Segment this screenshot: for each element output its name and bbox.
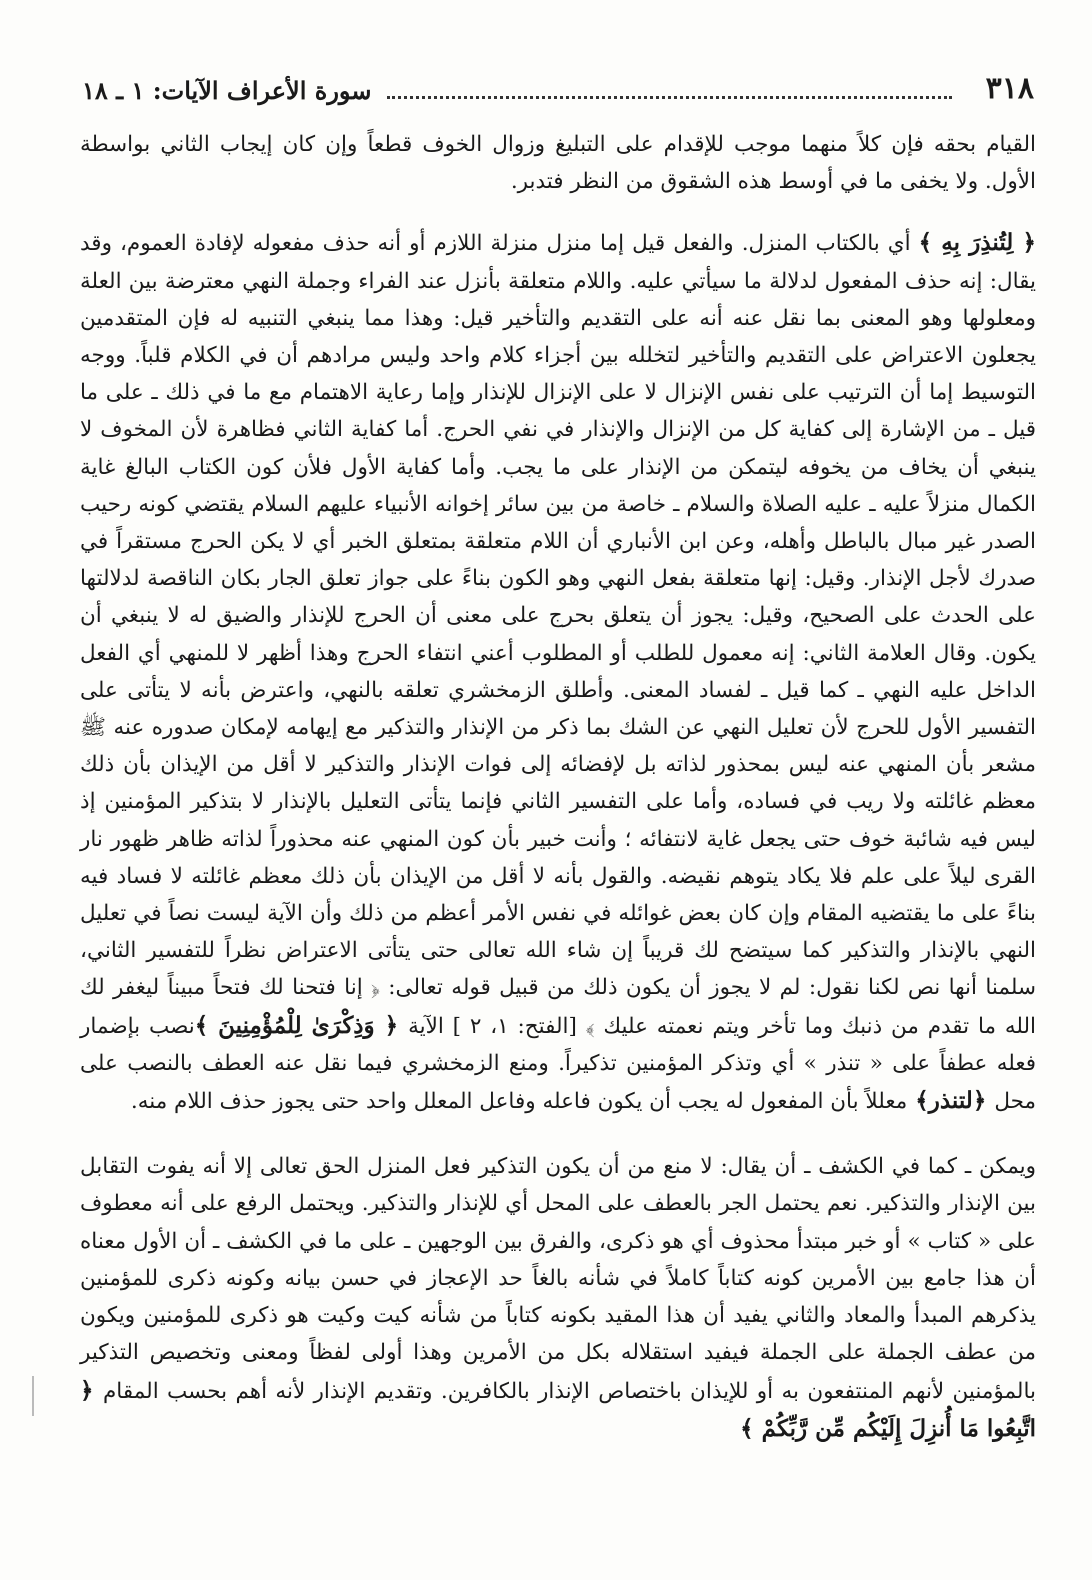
scan-margin-mark: [32, 1376, 34, 1416]
paragraph-2-text-c: معللاً بأن المفعول له يجب أن يكون فاعله وفاعل المعلل واحد حتى يجوز حذف اللام منه.: [130, 1089, 908, 1115]
header-leader-dots: [387, 86, 952, 99]
page-number: ٣١٨: [985, 71, 1034, 106]
paragraph-2: [80, 224, 1036, 1120]
quran-quote: ﴿ وَذِكْرَىٰ لِلْمُؤْمِنِينَ ﴾: [194, 1011, 409, 1039]
paragraph-1: [80, 126, 1036, 200]
running-title: سورة الأعراف الآيات: ١ ـ ١٨: [82, 76, 372, 105]
paragraph-2-text: أي بالكتاب المنزل. والفعل قيل إما منزل منزلة اللازم أو أنه حذف مفعوله لإفادة العموم، وقد يقال: إنه حذف المفعول لدلالة ما سيأتي عليه. واللام متعلقة بأنزل عند الفراء وجملة النهي معترضة بين العلة ومعلولها وهو المعنى بما نقل عنه أنه على التقديم والتأخير قيل: وهذا مما ينبغي التنبيه له فإن المتقدمين يجعلون الاعتراض على التقديم والتأخير لتخلله بين أجزاء كلام واحد وليس مرادهم أن في الكلام قلباً. ووجه التوسيط إما أن الترتيب على نفس الإنزال لا على الإنزال للإنذار وإما رعاية الاهتمام مع ما في ذلك ـ على ما قيل ـ من الإشارة إلى كفاية كل من الإنزال والإنذار في نفي الحرج. أما كفاية الثاني فظاهرة لأن المخوف لا ينبغي أن يخاف من يخوفه ليتمكن من الإنذار على ما يجب. وأما كفاية الأول فلأن كون الكتاب البالغ غاية الكمال منزلاً عليه ـ عليه الصلاة والسلام ـ خاصة من بين سائر إخوانه الأنبياء عليهم السلام يقتضي كونه رحيب الصدر غير مبال بالباطل وأهله، وعن ابن الأنباري أن اللام متعلقة بمتعلق الخبر أي لا يكن الحرج مستقراً في صدرك لأجل الإنذار. وقيل: إنها متعلقة بفعل النهي وهو الكون بناءً على جواز تعلق الجار بكان الناقصة لدلالتها على الحدث على الصحيح، وقيل: يجوز أن يتعلق بحرج على معنى أن الحرج للإنذار والضيق له لا ينبغي أن يكون. وقال العلامة الثاني: إنه معمول للطلب أو المطلوب أعني انتفاء الحرج وهذا أظهر لا للمنهي أي الفعل الداخل عليه النهي ـ كما قيل ـ لفساد المعنى. وأطلق الزمخشري تعلقه بالنهي، واعترض بأنه لا يتأتى على التفسير الأول للحرج لأن تعليل النهي عن الشك بما ذكر من الإنذار والتذكير مع إيهامه لإمكان صدوره عنه ﷺ مشعر بأن المنهي عنه ليس بمحذور لذاته بل لإفضائه إلى فوات الإنذار والتذكير لا أقل من الإيذان بأن ذلك معظم غائلته ولا ريب في فساده، وأما على التفسير الثاني فإنما يتأتى التعليل بالإنذار لا بتذكير المؤمنين إذ ليس فيه شائبة خوف حتى يجعل غاية لانتفائه ؛ وأنت خبير بأن كون المنهي عنه محذوراً لذاته ظاهر ظهور نار القرى ليلاً على علم فلا يكاد يتوهم نقيضه. والقول بأنه لا أقل من الإيذان بأن ذلك معظم غائلته لا فساد فيه بناءً على ما يقتضيه المقام وإن كان بعض غوائله في نفس الأمر أعظم من ذلك وأن الآية ليست نصاً في تعليل النهي بالإنذار والتذكير كما سيتضح لك قريباً إن شاء الله تعالى حتى يتأتى الاعتراض نظراً للتفسير الثاني، سلمنا أنها نص لكنا نقول: لم لا يجوز أن يكون ذلك من قبيل قوله تعالى: ﴿ إنا فتحنا لك فتحاً مبيناً ليغفر لك الله ما تقدم من ذنبك وما تأخر ويتم نعمته عليك ﴾ [الفتح: ١، ٢ ] الآية: [80, 231, 1036, 1039]
paragraph-3-text: ويمكن ـ كما في الكشف ـ أن يقال: لا منع من أن يكون التذكير فعل المنزل الحق تعالى إلا أنه يفوت التقابل بين الإنذار والتذكير. نعم يحتمل الجر بالعطف على المحل أي للإنذار والتذكير. ويحتمل الرفع على أنه معطوف على « كتاب » أو خبر مبتدأ محذوف أي هو ذكرى، والفرق بين الوجهين ـ على ما في الكشف ـ أن الأول معناه أن هذا جامع بين الأمرين كونه كتاباً كاملاً في شأنه بالغاً حد الإعجاز في حسن بيانه وكونه ذكرى للمؤمنين يذكرهم المبدأ والمعاد والثاني يفيد أن هذا المقيد بكونه كتاباً من شأنه كيت وكيت هو ذكرى للمؤمنين ويكون من عطف الجملة على الجملة فيفيد استقلاله بكل من الأمرين وهذا أولى لفظاً ومعنى وتخصيص التذكير بالمؤمنين لأنهم المنتفعون به أو للإيذان باختصاص الإنذار بالكافرين. وتقديم الإنذار لأنه أهم بحسب المقام: [80, 1154, 1037, 1404]
quran-quote: ﴿لتنذر﴾: [907, 1087, 995, 1115]
quran-quote: ﴿ اتَّبِعُوا مَا أُنزِلَ إِلَيْكُم مِّن رَّبِّكُمْ ﴾: [80, 1376, 1036, 1442]
page-header: [82, 72, 1034, 116]
paragraph-2-text-b: نصب بإضمار فعله عطفاً على « تنذر » أي وتذكر المؤمنين تذكيراً. ومنع الزمخشري فيما نقل عنه العطف بالنصب على محل: [80, 1013, 1036, 1115]
paragraph-3: [80, 1148, 1036, 1448]
paragraph-gap: [80, 1120, 1036, 1148]
quran-quote: ﴿ لِتُنذِرَ بِهِ ﴾: [918, 229, 1036, 257]
paragraph-1-text: القيام بحقه فإن كلاً منهما موجب للإقدام على التبليغ وزوال الخوف قطعاً وإن كان إيجاب الثاني بواسطة الأول. ولا يخفى ما في أوسط هذه الشقوق من النظر فتدبر.: [80, 132, 1036, 195]
page-body: [80, 126, 1036, 1448]
paragraph-gap: [80, 200, 1036, 224]
